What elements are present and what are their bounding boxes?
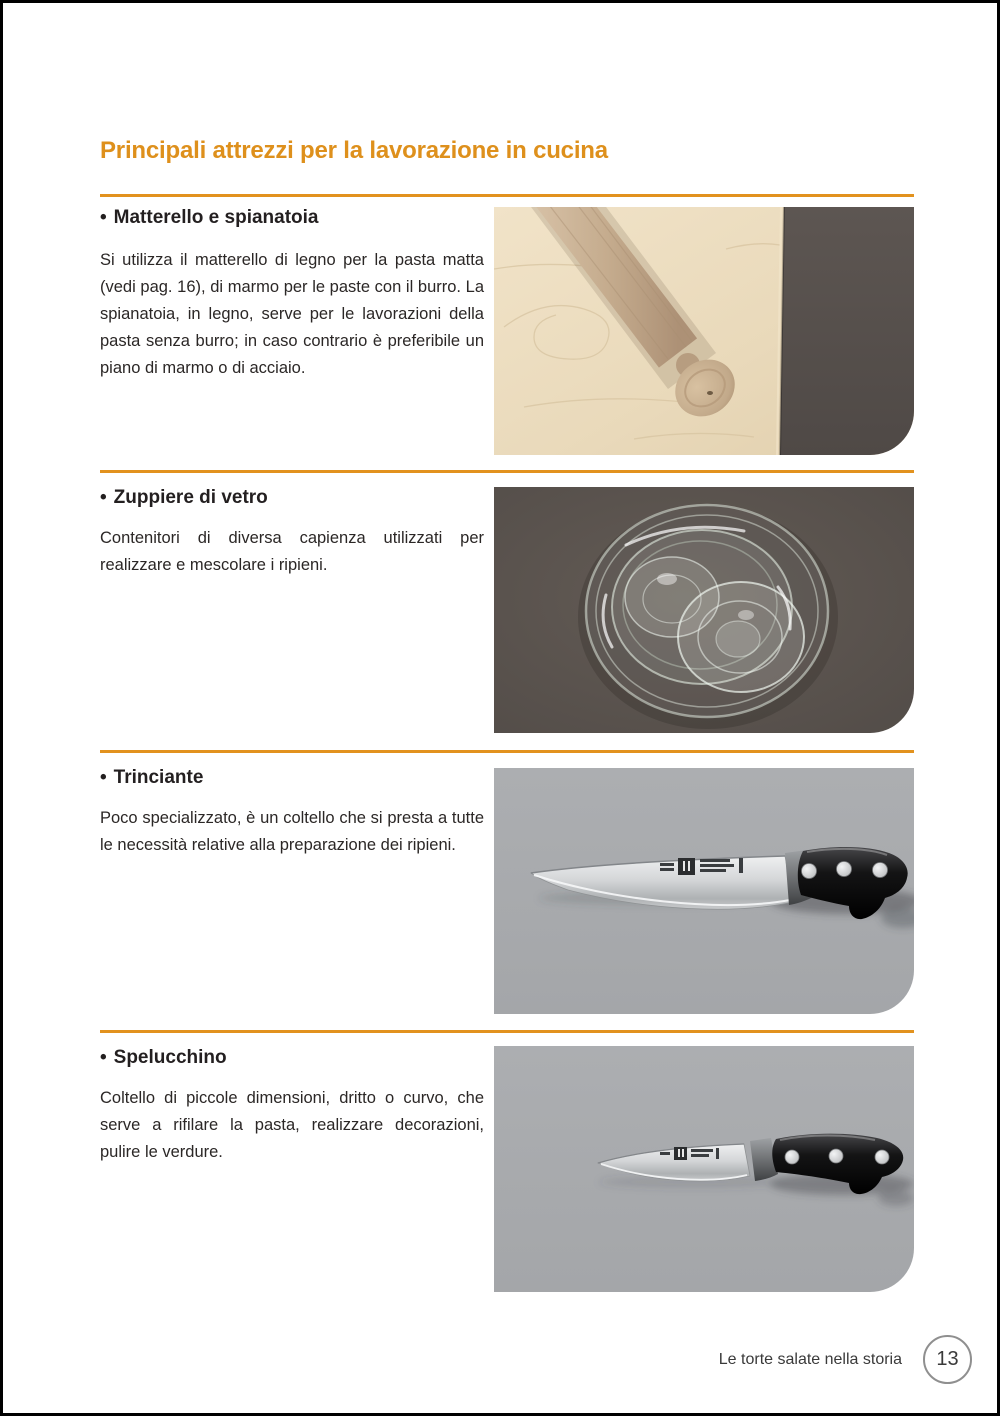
section-heading-spelucchino	[100, 1047, 227, 1069]
bullet-icon: •	[100, 767, 107, 788]
section-body-spelucchino: Coltello di piccole dimensioni, dritto o curvo, che serve a rifilare la pasta, realizzare decorazioni, pulire le verdure.	[100, 1089, 484, 1161]
section-heading-label: Matterello e spianatoia	[113, 207, 319, 228]
nested-glass-bowls-photo	[494, 487, 914, 733]
paring-knife-illustration	[494, 1046, 914, 1292]
orange-divider	[100, 470, 914, 473]
section-heading-label: Spelucchino	[113, 1047, 227, 1068]
rolling-pin-on-pastry-board-photo	[494, 207, 914, 455]
orange-divider	[100, 1030, 914, 1033]
bullet-icon: •	[100, 487, 107, 508]
section-body-matterello: Si utilizza il matterello di legno per la pasta matta (vedi pag. 16), di marmo per le paste con il burro. La spianatoia, in legno, serve per le lavorazioni della pasta senza burro; in caso contrario è preferibile un piano di marmo o di acciaio.	[100, 251, 484, 377]
bullet-icon: •	[100, 1047, 107, 1068]
chef-knife-photo	[494, 768, 914, 1014]
section-body-trinciante: Poco specializzato, è un coltello che si presta a tutte le necessità relative alla preparazione dei ripieni.	[100, 809, 484, 854]
section-body-zuppiere: Contenitori di diversa capienza utilizzati per realizzare e mescolare i ripieni.	[100, 529, 484, 574]
glass-bowls-illustration	[494, 487, 914, 733]
orange-divider	[100, 750, 914, 753]
rolling-pin-illustration	[494, 207, 914, 455]
bullet-icon: •	[100, 207, 107, 228]
chef-knife-illustration	[494, 768, 914, 1014]
section-heading-matterello	[100, 207, 319, 229]
page-title: Principali attrezzi per la lavorazione in cucina	[100, 137, 608, 164]
section-heading-trinciante	[100, 767, 203, 789]
section-heading-zuppiere	[100, 487, 268, 509]
orange-divider	[100, 194, 914, 197]
section-heading-label: Zuppiere di vetro	[113, 487, 268, 508]
page-number-badge	[923, 1335, 972, 1384]
paring-knife-photo	[494, 1046, 914, 1292]
section-heading-label: Trinciante	[113, 767, 204, 788]
footer-book-title: Le torte salate nella storia	[718, 1351, 902, 1368]
page-number: 13	[936, 1348, 959, 1370]
